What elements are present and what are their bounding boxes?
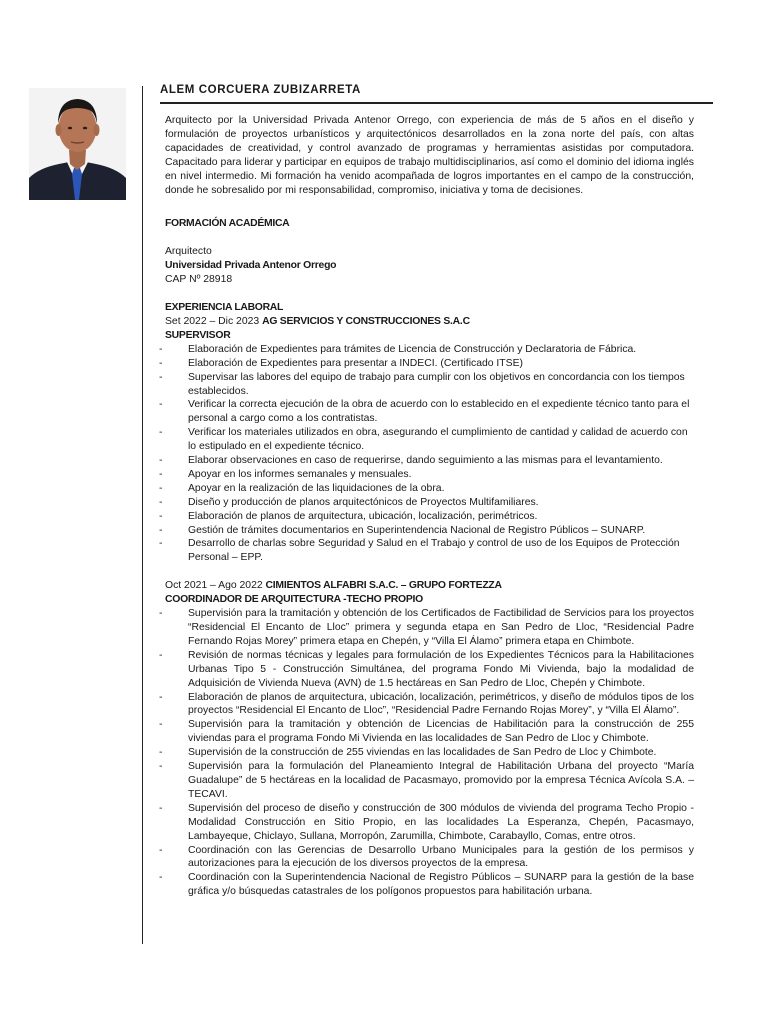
duty-item: - Supervisión para la tramitación y obtención de los Certificados de Factibilidad de Servicios para los proyectos “Residencial El Encanto de Lloc” primera y segunda etapa en San Pedro de Lloc, “Residencial Padre Fernando Rojas Morey” primera etapa en Chepén, y “Villa El Álamo” primera etapa en Chimbote.	[165, 607, 694, 649]
job-header	[165, 315, 694, 329]
duty-item: - Supervisión para la formulación del Planeamiento Integral de Habilitación Urbana del proyecto “María Guadalupe” de 5 hectáreas en la localidad de Pacasmayo, promovido por la empresa Técnica Avícola S.A. – TECAVI.	[165, 760, 694, 802]
vertical-divider	[142, 86, 143, 944]
job-company: CIMIENTOS ALFABRI S.A.C. – GRUPO FORTEZZA	[265, 580, 502, 592]
profile-photo-image	[29, 88, 126, 200]
duty-item: - Verificar los materiales utilizados en obra, asegurando el cumplimiento de cantidad y calidad de acuerdo con lo estipulado en el expediente técnico.	[165, 426, 694, 454]
duty-item: - Apoyar en la realización de las liquidaciones de la obra.	[165, 482, 694, 496]
job-period: Set 2022 – Dic 2023	[165, 315, 260, 327]
duty-item: - Desarrollo de charlas sobre Seguridad y Salud en el Trabajo y control de uso de los Equipos de Protección Personal – EPP.	[165, 537, 694, 565]
duty-item: - Coordinación con la Superintendencia Nacional de Registro Públicos – SUNARP para la gestión de la base gráfica y/o búsquedas catastrales de los polígonos propuestos para habilitación urbana.	[165, 871, 694, 899]
duty-item: - Diseño y producción de planos arquitectónicos de Proyectos Multifamiliares.	[165, 496, 694, 510]
profile-photo	[29, 88, 126, 200]
experience-heading: EXPERIENCIA LABORAL	[165, 302, 284, 314]
job-entry	[165, 579, 694, 899]
education-degree: Arquitecto	[165, 246, 212, 258]
duty-item: - Elaborar observaciones en caso de requerirse, dando seguimiento a las mismas para el levantamiento.	[165, 454, 694, 468]
job-period: Oct 2021 – Ago 2022	[165, 580, 263, 592]
duty-item: - Elaboración de Expedientes para trámites de Licencia de Construcción y Declaratoria de Fábrica.	[165, 343, 694, 357]
job-entry	[165, 315, 694, 565]
experience-section	[165, 301, 694, 899]
education-heading: FORMACIÓN ACADÉMICA	[165, 218, 290, 230]
duty-item: - Coordinación con las Gerencias de Desarrollo Urbano Municipales para la gestión de los permisos y autorizaciones para la ejecución de los diversos proyectos de la empresa.	[165, 844, 694, 872]
name-underline	[160, 102, 713, 104]
duty-item: - Elaboración de Expedientes para presentar a INDECI. (Certificado ITSE)	[165, 357, 694, 371]
job-duties	[165, 607, 694, 899]
duty-item: - Supervisión de la construcción de 255 viviendas en las localidades de San Pedro de Lloc y Chimbote.	[165, 746, 694, 760]
duty-item: - Gestión de trámites documentarios en Superintendencia Nacional de Registro Públicos – SUNARP.	[165, 524, 694, 538]
job-role: COORDINADOR DE ARQUITECTURA -TECHO PROPIO	[165, 594, 423, 606]
candidate-name: ALEM CORCUERA ZUBIZARRETA	[160, 84, 361, 96]
profile-summary: Arquitecto por la Universidad Privada Antenor Orrego, con experiencia de más de 5 años en el diseño y formulación de proyectos urbanísticos y arquitectónicos desarrollados en la zona norte del país, con altas capacidades de creatividad, y control avanzado de programas y herramientas asistidas por computadora. Capacitado para liderar y participar en equipos de trabajo multidisciplinarios, así como el dominio del idioma inglés en nivel intermedio. Mi formación ha venido acompañada de logros importantes en el campo de la construcción, donde he sobresalido por mi responsabilidad, compromiso, iniciativa y toma de decisiones.	[165, 115, 694, 196]
duty-item: - Supervisión para la tramitación y obtención de Licencias de Habilitación para la construcción de 255 viviendas para el programa Fondo Mi Vivienda en las localidades de San Pedro de Lloc y Chimbote.	[165, 718, 694, 746]
education-cap: CAP Nº 28918	[165, 274, 233, 286]
duty-item: - Verificar la correcta ejecución de la obra de acuerdo con lo establecido en el expediente técnico tanto para el personal a cargo como a los contratistas.	[165, 398, 694, 426]
job-duties	[165, 343, 694, 566]
education-institution: Universidad Privada Antenor Orrego	[165, 260, 337, 272]
duty-item: - Supervisar las labores del equipo de trabajo para cumplir con los objetivos en concordancia con los tiempos establecidos.	[165, 371, 694, 399]
job-company: AG SERVICIOS Y CONSTRUCCIONES S.A.C	[262, 315, 470, 327]
resume-content	[165, 114, 694, 899]
duty-item: - Supervisión del proceso de diseño y construcción de 300 módulos de vivienda del programa Techo Propio - Modalidad Construcción en Sitio Propio, en las localidades La Esperanza, Chepén, Pacasmayo, Lambayeque, Chiclayo, Sullana, Morropón, Zarumilla, Chimbote, Carabayllo, Comas, entre otros.	[165, 802, 694, 844]
job-header	[165, 579, 694, 593]
job-role: SUPERVISOR	[165, 329, 231, 341]
education-section	[165, 217, 694, 287]
duty-item: - Apoyar en los informes semanales y mensuales.	[165, 468, 694, 482]
duty-item: - Revisión de normas técnicas y legales para formulación de los Expedientes Técnicos para la Habilitaciones Urbanas Tipo 5 - Construcción Simultánea, del programa Fondo Mi Vivienda, bajo la modalidad de Adquisición de Vivienda Nueva (AVN) de 1.5 hectáreas en San Pedro de Lloc, Chepén y Chimbote.	[165, 649, 694, 691]
duty-item: - Elaboración de planos de arquitectura, ubicación, localización, perimétricos, y diseño de módulos tipos de los proyectos “Residencial El Encanto de Lloc”, “Residencial Padre Fernando Rojas Morey”, y “Villa El Álamo”.	[165, 691, 694, 719]
duty-item: - Elaboración de planos de arquitectura, ubicación, localización, perimétricos.	[165, 510, 694, 524]
